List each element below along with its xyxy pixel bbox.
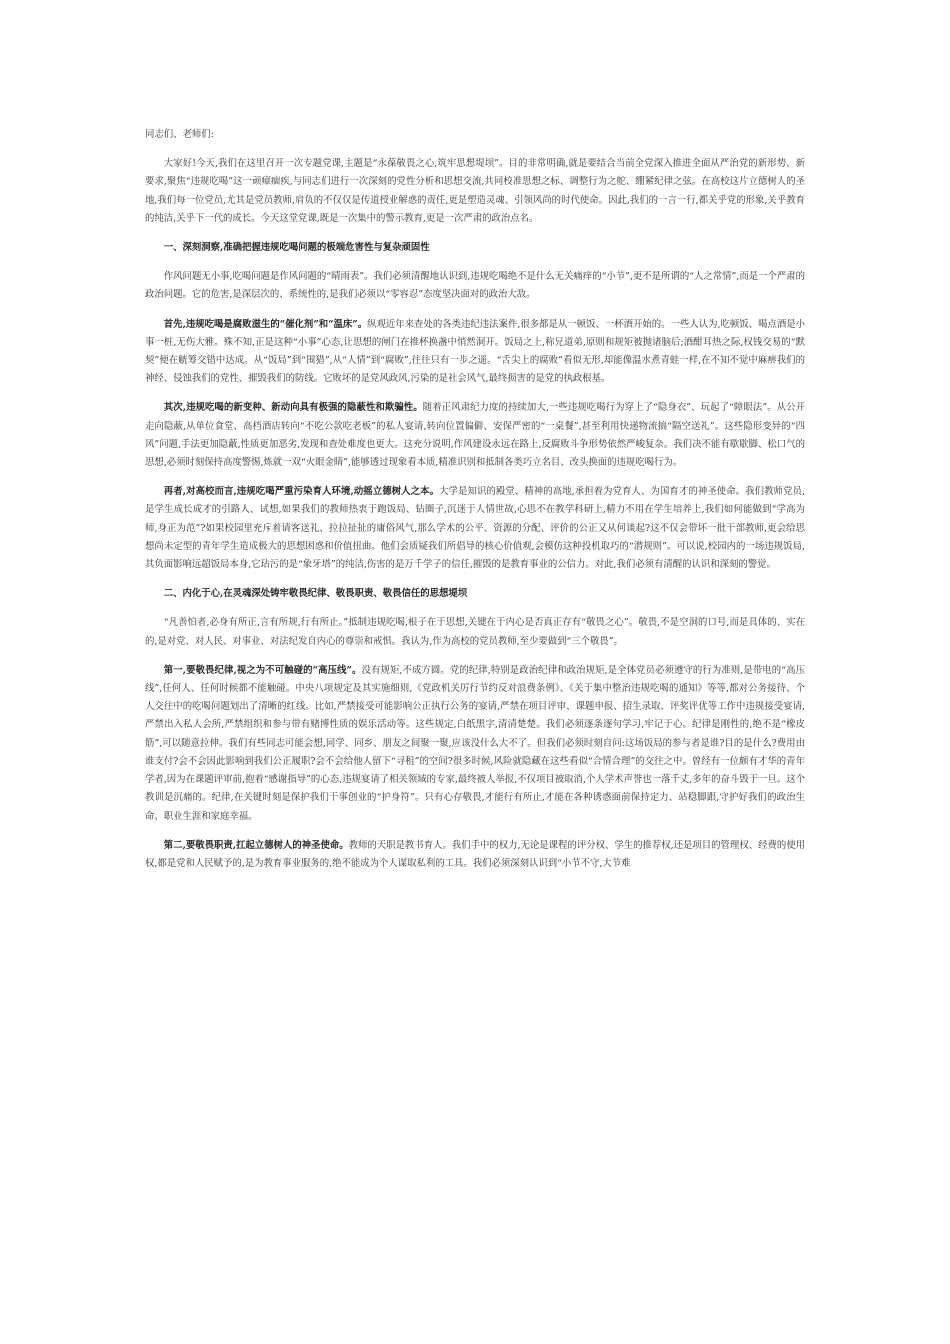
paragraph-second [145, 399, 805, 472]
paragraph-body: 大学是知识的殿堂、精神的高地,承担着为党育人、为国育才的神圣使命。我们教师党员,是学生成长成才的引路人、试想,如果我们的教师热衷于跑饭局、钻圈子,沉迷于人情世故,心思不在教学科研上,精力不用在学生培养上,我们如何能做到“学高为师,身正为范”?如果校园里充斥着请客送礼、拉拉扯扯的庸俗风气,那么学术的公平、资源的分配、评价的公正又从何谈起?这不仅会带坏一批干部教师,更会给思想尚未定型的青年学生造成极大的思想困惑和价值扭曲。他们会质疑我们所倡导的核心价值观,会模仿这种投机取巧的“潜规则”。可以说,校园内的一场违规饭局,其负面影响远超饭局本身,它玷污的是“象牙塔”的纯洁,伤害的是万千学子的信任,摧毁的是教育事业的公信力。对此,我们必须有清醒的认识和深刻的警觉。 [145, 486, 806, 571]
paragraph-body: 教师的天职是教书育人。我们手中的权力,无论是课程的评分权、学生的推荐权,还是项目的管理权、经费的使用权,都是党和人民赋予的,是为教育事业服务的,绝不能成为个人谋取私利的工具。我们必须深刻认识到“小节不守,大节难 [145, 839, 805, 869]
section-heading-1: 一、深刻洞察,准确把握违规吃喝问题的极端危害性与复杂顽固性 [163, 242, 430, 254]
document-body [145, 126, 805, 884]
paragraph-body: 纵观近年来查处的各类违纪违法案件,很多都是从一顿饭、一杯酒开始的。一些人认为,吃顿饭、喝点酒是小事一桩,无伤大雅。殊不知,正是这种“小事”心态,让思想的闸门在推杯换盏中悄然洞开。饭局之上,称兄道弟,原则和规矩被抛诸脑后;酒酣耳热之际,权钱交易的“默契”便在觥筹交错中达成。从“饭局”到“围猎”,从“人情”到“腐败”,往往只有一步之遥。“舌尖上的腐败”看似无形,却能像温水煮青蛙一样,在不知不觉中麻痹我们的神经、侵蚀我们的党性、摧毁我们的防线。它败坏的是党风政风,污染的是社会风气,最终损害的是党的执政根基。 [145, 318, 805, 385]
section-heading-2: 二、内化于心,在灵魂深处铸牢敬畏纪律、敬畏职责、敬畏信任的思想堤坝 [163, 588, 468, 600]
paragraph-third [145, 483, 805, 574]
paragraph-lead: 第一,要敬畏纪律,视之为不可触碰的“高压线”。 [163, 664, 362, 676]
section-2-intro: “凡善怕者,必身有所正,言有所规,行有所止。”抵制违规吃喝,根子在于思想,关键在于内心是否真正存有“敬畏之心”。敬畏,不是空洞的口号,而是具体的、实在的,是对党、对人民、对事业、对法纪发自内心的尊崇和戒惧。我认为,作为高校的党员教师,至少要做到“三个敬畏”。 [145, 617, 805, 647]
intro-paragraph: 大家好!今天,我们在这里召开一次专题党课,主题是“永葆敬畏之心,筑牢思想堤坝”。目的非常明确,就是要结合当前全党深入推进全面从严治党的新形势、新要求,聚焦“违规吃喝”这一顽瘴痼疾,与同志们进行一次深刻的党性分析和思想交流,共同校准思想之标、调整行为之舵、绷紧纪律之弦。在高校这片立德树人的圣地,我们每一位党员,尤其是党员教师,肩负的不仅仅是传道授业解惑的责任,更是塑造灵魂、引领风尚的时代使命。因此,我们的一言一行,都关乎党的形象,关乎教育的纯洁,关乎下一代的成长。今天这堂党课,既是一次集中的警示教育,更是一次严肃的政治点名。 [145, 158, 805, 224]
paragraph-body: 随着正风肃纪力度的持续加大,一些违规吃喝行为穿上了“隐身衣”、玩起了“障眼法”。从公开走向隐蔽,从单位食堂、高档酒店转向“不吃公款吃老板”的私人宴请,转向位置偏僻、安保严密的“一桌餐”,甚至利用快递物流搞“隔空送礼”。这些隐形变异的“四风”问题,手法更加隐蔽,性质更加恶劣,发现和查处难度也更大。这充分说明,作风建设永远在路上,反腐败斗争形势依然严峻复杂。我们决不能有歇歇脚、松口气的思想,必须时刻保持高度警惕,炼就一双“火眼金睛”,能够透过现象看本质,精准识别和抵制各类巧立名目、改头换面的违规吃喝行为。 [145, 402, 805, 469]
paragraph-body: 没有规矩,不成方圆。党的纪律,特别是政治纪律和政治规矩,是全体党员必须遵守的行为准则,是带电的“高压线”,任何人、任何时候都不能触碰。中央八项规定及其实施细则,《党政机关厉行节约反对浪费条例》、《关于集中整治违规吃喝的通知》等等,都对公务接待、个人交往中的吃喝问题划出了清晰的红线。比如,严禁接受可能影响公正执行公务的宴请,严禁在项目评审、课题申报、招生录取、评奖评优等工作中违规接受宴请,严禁出入私人会所,严禁组织和参与带有赌博性质的娱乐活动等。这些规定,白纸黑字,清清楚楚。我们必须逐条逐句学习,牢记于心。纪律是刚性的,绝不是“橡皮筋”,可以随意拉伸。我们有些同志可能会想,同学、同乡、朋友之间聚一聚,应该没什么大不了。但我们必须时刻自问:这场饭局的参与者是谁?目的是什么?费用由谁支付?会不会因此影响到我们公正履职?会不会给他人留下“寻租”的空间?很多时候,风险就隐藏在这些看似“合情合理”的交往之中。曾经有一位颇有才华的青年学者,因为在课题评审前,抱着“感谢指导”的心态,违规宴请了相关领域的专家,最终被人举报,不仅项目被取消,个人学术声誉也一落千丈,多年的奋斗毁于一旦。这个教训是沉痛的。纪律,在关键时刻是保护我们干事创业的“护身符”。只有心存敬畏,才能行有所止,才能在各种诱惑面前保持定力、站稳脚跟,守护好我们的政治生命、职业生涯和家庭幸福。 [145, 664, 805, 822]
paragraph-lead: 首先,违规吃喝是腐败滋生的“催化剂”和“温床”。 [163, 318, 368, 330]
paragraph-lead: 再者,对高校而言,违规吃喝严重污染育人环境,动摇立德树人之本。 [163, 486, 440, 498]
section-1-intro: 作风问题无小事,吃喝问题是作风问题的“晴雨表”。我们必须清醒地认识到,违规吃喝绝不是什么无关痛痒的“小节”,更不是所谓的“人之常情”,而是一个严肃的政治问题。它的危害,是深层次的、系统性的,是我们必须以“零容忍”态度坚决面对的政治大敌。 [145, 271, 805, 301]
paragraph-lead: 第二,要敬畏职责,扛起立德树人的神圣使命。 [163, 839, 349, 851]
paragraph-lead: 其次,违规吃喝的新变种、新动向具有极强的隐蔽性和欺骗性。 [163, 402, 423, 414]
paragraph-first [145, 316, 805, 389]
paragraph-discipline [145, 662, 805, 826]
greeting: 同志们、老师们: [145, 129, 214, 140]
paragraph-duty [145, 837, 805, 873]
